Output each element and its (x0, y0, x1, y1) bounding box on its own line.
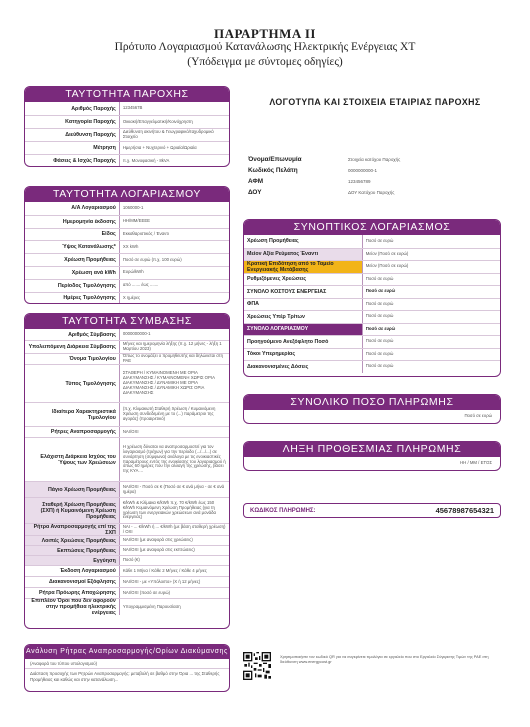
row-value: Ποσό σε ευρώ (362, 361, 500, 373)
table-row (25, 128, 229, 141)
company-info-row (248, 154, 498, 165)
row-value: ΝΑΙ/ΟΧΙ (119, 427, 229, 437)
row-label: Χρεώσεις Υπέρ Τρίτων (247, 313, 305, 320)
row-value: Ποσό σε ευρώ (362, 274, 500, 286)
row-label: ΣΥΝΟΛΟ ΛΟΓΑΡΙΑΣΜΟΥ (244, 324, 362, 336)
company-info-value: 123456789 (348, 179, 371, 184)
row-label: ΣΥΝΟΛΟ ΚΟΣΤΟΥΣ ΕΝΕΡΓΕΙΑΣ (247, 288, 327, 295)
row-value: ΧΧ kWh (119, 241, 229, 253)
table-row (25, 279, 229, 292)
table-row (25, 340, 229, 353)
row-label: Αριθμός Παροχής (71, 105, 116, 112)
row-value: Οικιακή/Επαγγελματική/Κοινόχρηστη (119, 116, 229, 128)
row-label: Κρατική Επιδότηση από το Ταμείο Ενεργειακής Μετάβασης (244, 261, 362, 273)
row-value: ΝΑΙ/ΟΧΙ - Ποσό σε € (Ποσό σε € ανά μήνα - σε € ανά ημέρα) (119, 482, 229, 497)
row-label: Έκδοση Λογαριασμού (59, 568, 116, 574)
table-row (244, 285, 500, 298)
table-row (25, 215, 229, 228)
row-label: Σταθερή Χρέωση Προμήθειας (ΣΧΠ) ή Κυμαινόμενη Χρέωση Προμήθειας (25, 498, 119, 523)
table-row (25, 102, 229, 115)
row-label: Χρέωση ανά kWh (71, 269, 116, 276)
row-value: ΝΑΙ/ΟΧΙ (με αναφορά στις χρεώσεις) (119, 536, 229, 545)
row-value: Εκκαθαριστικός / Έναντι (119, 229, 229, 241)
row-value: π.χ. Μονοφασική - 8kVA (119, 155, 229, 167)
row-label: Χρέωση Προμήθειας (247, 238, 299, 245)
document-subtitle: Πρότυπο Λογαριασμού Κατανάλωσης Ηλεκτρικής Ενέργειας ΧΤ (114, 41, 416, 53)
company-info-row (248, 176, 498, 187)
row-label: Ρυθμιζόμενες Χρεώσεις (247, 276, 307, 283)
company-info-row (248, 187, 498, 198)
row-label: Διακανονισμένες Δόσεις (247, 363, 309, 370)
table-row (244, 235, 500, 248)
row-value: 0000000000-1 (119, 329, 229, 340)
row-value: Υπογραμμισμένη Παρουσίαση (119, 599, 229, 615)
row-label: Αριθμός Σύμβασης (68, 331, 116, 338)
table-row (25, 598, 229, 615)
row-label: Τόκοι Υπερημερίας (247, 351, 296, 358)
row-label: Ιδιαίτερα Χαρακτηριστικά Τιμολογίου (51, 408, 116, 421)
row-value: Ποσό σε ευρώ (362, 235, 500, 248)
summary-rows (244, 235, 500, 373)
table-row (244, 273, 500, 286)
table-row (25, 228, 229, 241)
row-label: Μείον Αξία Ρεύματος Έναντι (244, 249, 362, 261)
table-row (25, 426, 229, 437)
row-value: Όπως το ονομάζει ο προμηθευτής και δηλώνεται στη ΡΑΕ (119, 354, 229, 364)
row-label: Ρήτρα Πρόωρης Αποχώρησης (39, 590, 116, 596)
row-value: ΗΗ/ΜΜ/ΕΕΕΕ (119, 216, 229, 228)
row-label: Κατηγορία Παροχής (65, 119, 116, 125)
row-value: Ημερήσια + Νυχτερινό + Ωριαία/Ωριαία (119, 142, 229, 154)
table-row (25, 115, 229, 128)
company-info-value: Στοιχεία κατόχου Παροχής (348, 157, 401, 162)
row-label: Υπολειπόμενη Διάρκεια Σύμβασης (28, 344, 116, 350)
table-row (25, 437, 229, 481)
total-payment-title: ΣΥΝΟΛΙΚΟ ΠΟΣΟ ΠΛΗΡΩΜΗΣ (244, 395, 500, 410)
row-value: Ποσό σε ευρώ (362, 336, 500, 348)
table-row (25, 555, 229, 565)
row-value: Διεύθυνση ακινήτου & Γεωγραφικό/ταχυδρομικό Στοιχείο (119, 129, 229, 141)
row-value: €/kWh & Κλίμακα €/kWh π.χ. 70 €/kWh έως 150 €/kWh Κυμαινόμενη Χρέωση Προμήθειας (για τη χρέωση των ενεργειακών χρεώσεων ανά μονάδα ενέργειας) (119, 498, 229, 523)
company-info-label: ΑΦΜ (248, 178, 264, 185)
table-row (244, 260, 500, 273)
provider-identity-panel (24, 86, 230, 167)
row-value: Ευρώ/kWh (119, 267, 229, 279)
account-identity-title: ΤΑΥΤΟΤΗΤΑ ΛΟΓΑΡΙΑΣΜΟΥ (25, 187, 229, 202)
row-label: Ημερομηνία έκδοσης (62, 218, 116, 225)
row-value: Ποσό σε ευρώ (362, 349, 500, 361)
payment-code-label: ΚΩΔΙΚΟΣ ΠΛΗΡΩΜΗΣ: (250, 507, 316, 514)
due-date-value: ΗΗ / ΜΜ / ΕΤΟΣ (460, 460, 492, 465)
row-value: ΝΑΙ/ΟΧΙ (ποσό σε ευρώ) (119, 588, 229, 598)
row-value: Ποσό σε ευρώ (362, 286, 500, 298)
row-value: (π.χ. Κλιμακωτή Σταθερή Χρέωση / Κυμαινόμενη Χρέωση συνδεδεμένη με το (...) παράμετροι της αγοράς) (προαιρετικό) (119, 403, 229, 426)
table-row (244, 335, 500, 348)
qr-note: Χρησιμοποιήστε τον κωδικό QR για να συγκρίνετε τιμολόγια σε εργαλείο που στο Εργαλείο Σύγκρισης Τιμών της ΡΑΕ στη διεύθυνση www.energycost.gr (280, 654, 489, 665)
qr-code-icon[interactable] (243, 652, 271, 680)
row-label: Λοιπές Χρεώσεις Προμήθειας (25, 536, 119, 545)
row-label: Είδος (101, 231, 116, 238)
provider-identity-rows (25, 102, 229, 167)
row-value: Μήνες και ημερομηνία λήξης (π.χ. 12 μήνες - λήξη 1 Μαρτίου 2023) (119, 341, 229, 353)
row-label: Ελάχιστη Διάρκεια Ισχύος του Ύψους των Χρεώσεων (40, 453, 116, 466)
company-info (248, 154, 498, 198)
company-info-value: 0000000000-1 (348, 168, 378, 173)
row-label: Ρήτρες Αναπροσαρμογής (50, 429, 116, 435)
row-value: Χ ημέρες (119, 293, 229, 304)
row-value: 1234567B (119, 102, 229, 115)
row-value: ΝΑΙ/ΟΧΙ - με «Υπόλοιπο» (Χ ή 12 μήνες) (119, 577, 229, 587)
row-label: Τύπος Τιμολόγησης (65, 380, 116, 387)
row-label: Εκπτώσεις Προμήθειας (25, 546, 119, 555)
adjustment-clause-panel (24, 644, 230, 692)
row-label: Α/Α Λογαριασμού (71, 205, 116, 212)
table-row (25, 565, 229, 576)
adjustment-clause-line1: (Αναφορά του τύπου υπολογισμού) (25, 659, 229, 669)
row-value: Κάθε 1 Μήνα / Κάθε 2 Μήνες / Κάθε 4 μήνες (119, 566, 229, 576)
row-value: 1060000-1 (119, 202, 229, 215)
row-label: Πάγιο Χρέωση Προμήθειας (25, 482, 119, 497)
table-row (25, 292, 229, 304)
table-row (25, 481, 229, 497)
row-label: Περίοδος Τιμολόγησης (57, 282, 116, 289)
total-payment-value: Ποσό σε ευρώ (464, 413, 492, 418)
row-value: Μείον (Ποσό σε ευρώ) (362, 261, 500, 273)
row-label: Φάσεις & Ισχύς Παροχής (53, 158, 116, 164)
row-label: Εγγύηση (25, 556, 119, 565)
contract-title: ΤΑΥΤΟΤΗΤΑ ΣΥΜΒΑΣΗΣ (25, 314, 229, 329)
row-value: Μείον (Ποσό σε ευρώ) (362, 249, 500, 261)
table-row (25, 202, 229, 215)
table-row (25, 141, 229, 154)
provider-identity-title: ΤΑΥΤΟΤΗΤΑ ΠΑΡΟΧΗΣ (25, 87, 229, 102)
company-info-label: Όνομα/Επωνυμία (248, 156, 302, 163)
company-info-row (248, 165, 498, 176)
row-value: Ποσό (€) (119, 556, 229, 565)
row-value: Ποσό σε ευρώ (π.χ. 100 ευρώ) (119, 254, 229, 266)
company-info-label: ΔΟΥ (248, 189, 262, 196)
row-label: Διεύθυνση Παροχής (65, 132, 116, 138)
row-value: Ποσό σε ευρώ (362, 311, 500, 323)
due-date-panel (243, 441, 501, 471)
table-row (25, 587, 229, 598)
account-identity-rows (25, 202, 229, 304)
contract-rows (25, 329, 229, 615)
summary-title: ΣΥΝΟΠΤΙΚΟΣ ΛΟΓΑΡΙΑΣΜΟΣ (244, 220, 500, 235)
row-label: Διακανονισμοί Εξόφλησης (49, 579, 116, 585)
document-note: (Υπόδειγμα με σύντομες οδηγίες) (187, 56, 343, 68)
table-row (244, 360, 500, 373)
company-info-value: ΔΟΥ Κατόχου Παροχής (348, 190, 395, 195)
account-identity-panel (24, 186, 230, 304)
table-row (25, 353, 229, 364)
table-row (25, 240, 229, 253)
table-row (244, 348, 500, 361)
row-label: Χρέωση Προμήθειας (64, 257, 116, 264)
table-row (25, 154, 229, 167)
row-label: Επιπλέον Όροι που δεν αφορούν στην προμήθεια ηλεκτρικής ενέργειας (31, 598, 116, 616)
table-row (25, 364, 229, 402)
table-row (244, 248, 500, 261)
row-label: Όνομα Τιμολογίου (69, 356, 116, 362)
summary-panel (243, 219, 501, 377)
row-label: Προηγούμενο Ανεξόφλητο Ποσό (247, 338, 329, 345)
adjustment-clause-title: Ανάλυση Ρήτρας Αναπροσαρμογής/Ορίων Διακύμανσης (25, 645, 229, 659)
due-date-title: ΛΗΞΗ ΠΡΟΘΕΣΜΙΑΣ ΠΛΗΡΩΜΗΣ (244, 442, 500, 457)
payment-code-box (243, 503, 501, 518)
row-value: Ποσό σε ευρώ (362, 324, 500, 336)
company-info-label: Κωδικός Πελάτη (248, 167, 298, 174)
row-label: Ύψος Κατανάλωσης* (61, 244, 116, 251)
table-row (25, 535, 229, 545)
table-row (25, 329, 229, 340)
row-value: ΣΤΑΘΕΡΗ / ΚΥΜΑΙΝΟΜΕΝΗ ΜΕ ΟΡΙΑ ΔΙΑΚΥΜΑΝΣΗΣ / ΚΥΜΑΙΝΟΜΕΝΗ ΧΩΡΙΣ ΟΡΙΑ ΔΙΑΚΥΜΑΝΣΗΣ / ΔΥΝΑΜΙΚΗ ΜΕ ΟΡΙΑ ΔΙΑΚΥΜΑΝΣΗΣ / ΔΥΝΑΜΙΚΗ ΧΩΡΙΣ ΟΡΙΑ ΔΙΑΚΥΜΑΝΣΗΣ (119, 365, 229, 402)
annex-title: ΠΑΡΑΡΤΗΜΑ ΙΙ (214, 26, 316, 41)
table-row (25, 576, 229, 587)
row-label: ΦΠΑ (247, 301, 259, 308)
table-row (25, 497, 229, 523)
row-value: από ....... έως ....... (119, 280, 229, 292)
row-value: Ποσό σε ευρώ (362, 299, 500, 311)
table-row (244, 310, 500, 323)
table-row (25, 545, 229, 555)
total-payment-panel (243, 394, 501, 424)
contract-panel (24, 313, 230, 629)
table-row (25, 266, 229, 279)
table-row (244, 323, 500, 336)
table-row (25, 523, 229, 535)
row-value: Η χρέωση δύναται να αναπροσαρμοστεί για τον λογαριασμό (τρέχων) για την περίοδο (.../.../...) σε συνάρτηση (σύμφωνα) ανάλογα με τις ενοικιαστικές παραμέτρους εντός της ενοικίασης του λογαριασμού ή όπως 60 ημέρες που την αλλαγή της χρέωσης, βάσει της ΚΥΑ ... (119, 438, 229, 481)
table-row (25, 253, 229, 266)
row-label: Μέτρηση (93, 145, 116, 151)
table-row (244, 298, 500, 311)
row-label: Ρήτρα Αναπροσαρμογής επί της ΣΧΠ (25, 524, 119, 535)
company-logo-placeholder: ΛΟΓΟΤΥΠΑ ΚΑΙ ΣΤΟΙΧΕΙΑ ΕΤΑΙΡΙΑΣ ΠΑΡΟΧΗΣ (269, 97, 481, 107)
adjustment-clause-line2: Διάσταση προσοχής των Ρητρών Αναπροσαρμογής: μεταβολή σε βαθμό στην Όρια ... της Σταθερής Προμήθειας και καθώς και στην κατανάλωση... (30, 671, 220, 682)
row-value: ΝΑΙ/ΟΧΙ (με αναφορά στις εκπτώσεις) (119, 546, 229, 555)
row-value: ΝΑΙ - ... €/kWh ή ... €/kWh (με βάση σταθερή χρέωση) / ΟΧΙ (119, 524, 229, 535)
payment-code-value: 45678987654321 (435, 506, 494, 515)
row-label: Ημέρες Τιμολόγησης (63, 295, 116, 302)
table-row (25, 402, 229, 426)
